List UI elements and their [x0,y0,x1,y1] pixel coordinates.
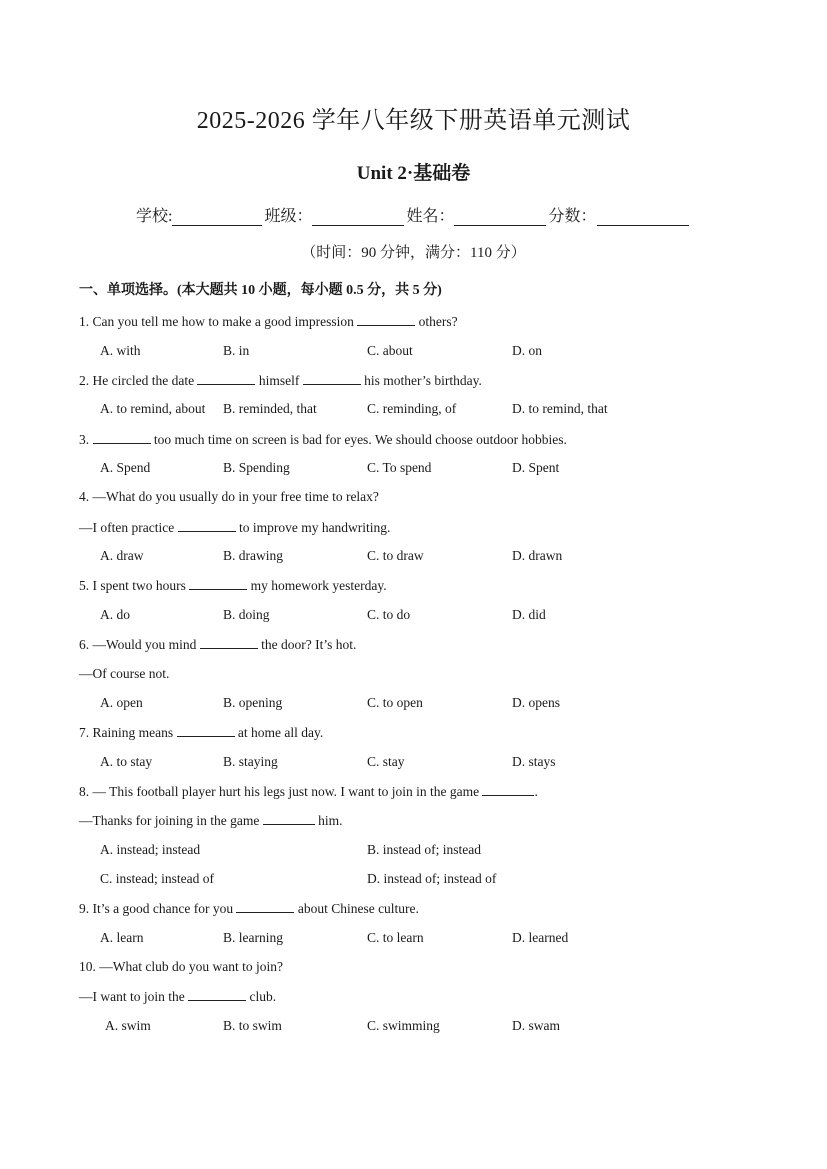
question-stem: 4. —What do you usually do in your free time to relax? [79,489,379,504]
student-info-row [136,203,691,226]
option-c[interactable]: C. stay [367,754,405,769]
question-stem: 9. It’s a good chance for you about Chinese culture. [79,901,419,916]
question-stem: 8. — This football player hurt his legs just now. I want to join in the game . [79,784,538,799]
option-b[interactable]: B. opening [223,695,283,710]
option-c[interactable]: C. reminding, of [367,401,457,416]
option-a[interactable]: A. to remind, about [100,401,206,416]
option-d[interactable]: D. instead of; instead of [367,871,497,886]
class-label: 班级： [264,208,313,225]
question-stem: 5. I spent two hours my homework yesterday. [79,578,387,593]
option-c[interactable]: C. instead; instead of [100,871,214,886]
option-c[interactable]: C. swimming [367,1018,440,1033]
class-blank[interactable] [312,207,404,226]
option-d[interactable]: D. on [512,343,542,358]
question-stem: 6. —Would you mind the door? It’s hot. [79,637,357,652]
question-stem: 2. He circled the date himself his mother’s birthday. [79,373,482,388]
option-d[interactable]: D. to remind, that [512,401,608,416]
question-stem: 10. —What club do you want to join? [79,959,283,974]
school-label: 学校: [136,208,173,225]
name-blank[interactable] [454,207,546,226]
option-c[interactable]: C. to draw [367,548,424,563]
option-b[interactable]: B. staying [223,754,278,769]
option-a[interactable]: A. draw [100,548,144,563]
option-b[interactable]: B. reminded, that [223,401,317,416]
option-d[interactable]: D. drawn [512,548,563,563]
option-c[interactable]: C. to learn [367,930,424,945]
question-response: —Of course not. [79,666,170,681]
page-subtitle: Unit 2·基础卷 [356,163,471,184]
option-d[interactable]: D. stays [512,754,556,769]
page-title: 2025-2026 学年八年级下册英语单元测试 [196,108,631,134]
option-d[interactable]: D. learned [512,930,569,945]
section-heading: 一、单项选择。(本大题共 10 小题，每小题 0.5 分，共 5 分) [79,283,442,298]
option-b[interactable]: B. Spending [223,460,290,475]
option-b[interactable]: B. in [223,343,250,358]
question-stem: 3. too much time on screen is bad for eyes. We should choose outdoor hobbies. [79,432,567,447]
option-d[interactable]: D. did [512,607,546,622]
option-c[interactable]: C. To spend [367,460,432,475]
option-a[interactable]: A. swim [105,1018,151,1033]
question-response: —Thanks for joining in the game him. [79,813,343,828]
score-blank[interactable] [597,207,689,226]
option-c[interactable]: C. to do [367,607,411,622]
question-stem: 7. Raining means at home all day. [79,725,324,740]
option-a[interactable]: A. Spend [100,460,151,475]
option-d[interactable]: D. opens [512,695,560,710]
option-a[interactable]: A. with [100,343,141,358]
question-response: —I often practice to improve my handwriting. [79,520,391,535]
option-b[interactable]: B. drawing [223,548,283,563]
name-label: 姓名： [406,208,455,225]
time-note: （时间：90 分钟，满分：110 分） [301,245,526,261]
option-a[interactable]: A. learn [100,930,144,945]
score-label: 分数： [548,208,597,225]
option-b[interactable]: B. instead of; instead [367,842,481,857]
option-a[interactable]: A. to stay [100,754,153,769]
option-a[interactable]: A. open [100,695,143,710]
option-d[interactable]: D. swam [512,1018,560,1033]
option-c[interactable]: C. to open [367,695,423,710]
question-stem: 1. Can you tell me how to make a good impression others? [79,314,458,329]
option-b[interactable]: B. to swim [223,1018,282,1033]
option-a[interactable]: A. instead; instead [100,842,201,857]
school-blank[interactable] [172,207,262,226]
option-b[interactable]: B. learning [223,930,283,945]
question-response: —I want to join the club. [79,989,277,1004]
option-a[interactable]: A. do [100,607,130,622]
option-d[interactable]: D. Spent [512,460,560,475]
option-b[interactable]: B. doing [223,607,270,622]
option-c[interactable]: C. about [367,343,413,358]
